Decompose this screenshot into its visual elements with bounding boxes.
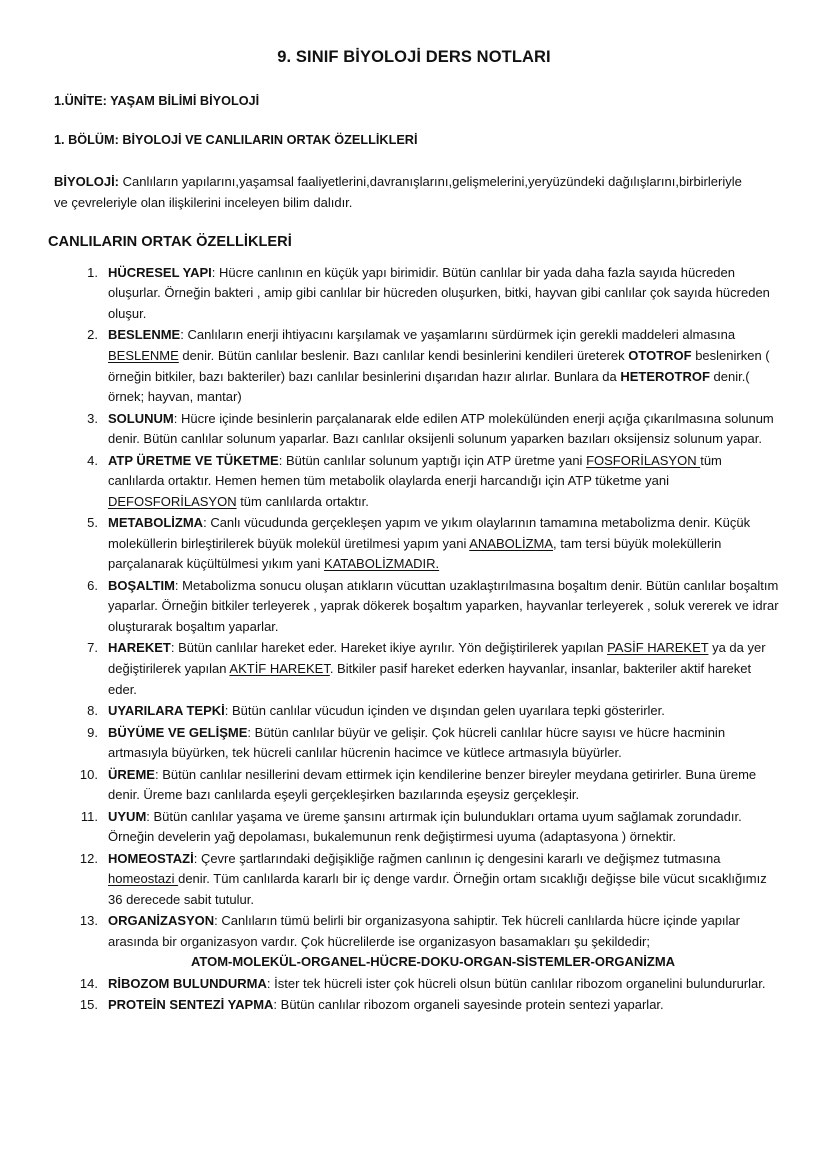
feature-term: ATP ÜRETME VE TÜKETME — [108, 452, 279, 468]
feature-body: İster tek hücreli ister çok hücreli olsun bütün canlılar ribozom organelini bulundururlar. — [274, 975, 766, 991]
feature-body: Canlı vücudunda gerçekleşen yapım ve yıkım olaylarının tamamına metabolizma denir. Küçük moleküllerin birleştirilerek büyük molekül üretilmesi yapım yani ANABOLİZMA, tam tersi büyük moleküllerin parçalanarak küçültülmesi yıkım yani KATABOLİZMADIR. — [108, 515, 751, 572]
feature-separator: : — [154, 766, 163, 782]
feature-body: Hücre içinde besinlerin parçalanarak elde edilen ATP molekülünden enerji açığa çıkarılmasına solunum denir. Bütün canlılar solunum yaparlar. Bazı canlılar oksijenli solunum yaparken bazıları oksijensiz solunum yapar. — [108, 410, 774, 447]
feature-term: HAREKET — [108, 640, 171, 656]
feature-term: HOMEOSTAZİ — [108, 850, 194, 866]
feature-term: UYUM — [108, 808, 147, 824]
feature-separator: : — [273, 997, 281, 1013]
common-features-list — [48, 263, 780, 1016]
list-item — [48, 974, 780, 995]
list-item — [48, 765, 780, 806]
section-heading: 1. BÖLÜM: BİYOLOJİ VE CANLILARIN ORTAK ÖZELLİKLERİ — [54, 132, 418, 147]
list-item — [48, 325, 780, 407]
bold-term: OTOTROF — [628, 348, 692, 363]
feature-term: HÜCRESEL YAPI — [108, 264, 212, 280]
list-item — [48, 638, 780, 700]
feature-separator: : — [146, 808, 154, 824]
feature-separator: : — [173, 410, 181, 426]
underlined-term: ANABOLİZMA — [469, 535, 554, 551]
common-features-heading: CANLILARIN ORTAK ÖZELLİKLERİ — [48, 233, 292, 250]
feature-separator: : — [193, 850, 201, 866]
list-item — [48, 576, 780, 638]
feature-body: Bütün canlılar vücudun içinden ve dışından gelen uyarılara tepki gösterirler. — [232, 703, 665, 719]
feature-body: Bütün canlılar ribozom organeli sayesinde protein sentezi yaparlar. — [280, 997, 664, 1013]
list-item — [48, 911, 780, 973]
feature-term: BOŞALTIM — [108, 577, 175, 593]
feature-separator: : — [278, 452, 286, 468]
feature-separator: : — [214, 913, 222, 929]
feature-body: Bütün canlılar büyür ve gelişir. Çok hücreli canlılar hücre sayısı ve hücre hacminin artmasıyla büyürken, tek hücreli canlılar hücrenin hacimce ve kütlece artmasıyla büyürler. — [108, 724, 726, 761]
feature-body: Hücre canlının en küçük yapı birimidir. Bütün canlılar bir yada daha fazla sayıda hücreden oluşurlar. Örneğin bakteri , amip gibi canlılar bir hücreden oluşurken, bitki, hayvan gibi canlılar çok sayıda hücreden oluşur. — [108, 264, 770, 321]
underlined-term: BESLENME — [108, 348, 179, 363]
feature-separator: : — [174, 577, 183, 593]
underlined-term: AKTİF HAREKET — [229, 660, 330, 676]
list-item — [48, 409, 780, 450]
feature-separator: : — [266, 975, 275, 991]
list-item — [48, 807, 780, 848]
feature-separator: : — [224, 703, 233, 719]
list-item — [48, 995, 780, 1016]
list-item — [48, 849, 780, 911]
feature-term: ÜREME — [108, 766, 155, 782]
bold-term: HETEROTROF — [620, 368, 710, 384]
feature-body: Metabolizma sonucu oluşan atıkların vücuttan uzaklaştırılmasına boşaltım denir. Bütün canlılar boşaltım yaparlar. Örneğin bitkiler terleyerek , yaprak dökerek boşaltım yaparken, hayvanlar terleyerek , soluk vererek ve idrar oluşturarak boşaltım yaparlar. — [108, 577, 779, 634]
feature-term: BESLENME — [108, 327, 181, 343]
feature-term: METABOLİZMA — [108, 515, 204, 531]
feature-separator: : — [203, 515, 211, 531]
feature-term: UYARILARA TEPKİ — [108, 703, 225, 719]
underlined-term: FOSFORİLASYON — [586, 452, 701, 468]
list-item — [48, 513, 780, 575]
underlined-term: DEFOSFORİLASYON — [108, 493, 237, 509]
feature-term: ORGANİZASYON — [108, 913, 215, 929]
feature-term: RİBOZOM BULUNDURMA — [108, 975, 267, 991]
feature-separator: : — [211, 264, 220, 280]
underlined-term: homeostazi — [108, 871, 179, 887]
feature-body: Bütün canlılar yaşama ve üreme şansını artırmak için bulundukları ortama uyum sağlamak zorundadır. Örneğin develerin yağ depolaması, bukalemunun renk değiştirmesi uyuma (adaptasyona ) örnektir. — [108, 808, 742, 845]
feature-body: Bütün canlılar hareket eder. Hareket ikiye ayrılır. Yön değiştirilerek yapılan PASİF HAREKET ya da yer değiştirilerek yapılan AKTİF HAREKET. Bitkiler pasif hareket ederken hayvanlar, insanlar, bakteriler aktif hareket eder. — [108, 640, 766, 697]
feature-separator: : — [180, 327, 188, 343]
feature-term: BÜYÜME VE GELİŞME — [108, 724, 248, 740]
feature-body: Bütün canlılar solunum yaptığı için ATP üretme yani FOSFORİLASYON tüm canlılarda ortaktır. Hemen hemen tüm metabolik olaylarda enerji harcandığı için ATP tüketme yani DEFOSFORİLASYON tüm canlılarda ortaktır. — [108, 452, 722, 509]
feature-term: PROTEİN SENTEZİ YAPMA — [108, 997, 274, 1013]
definition-term: BİYOLOJİ: — [54, 173, 120, 189]
feature-separator: : — [170, 640, 179, 656]
organization-chain: ATOM-MOLEKÜL-ORGANEL-HÜCRE-DOKU-ORGAN-SİSTEMLER-ORGANİZMA — [190, 954, 676, 970]
page-title: 9. SINIF BİYOLOJİ DERS NOTLARI — [277, 48, 551, 66]
feature-term: SOLUNUM — [108, 410, 174, 426]
underlined-term: KATABOLİZMADIR. — [324, 556, 440, 572]
list-item — [48, 263, 780, 325]
definition-text: Canlıların yapılarını,yaşamsal faaliyetlerini,davranışlarını,gelişmelerini,yeryüzündeki dağılışlarını,birbirleriyle ve çevreleriyle olan ilişkilerini inceleyen bilim dalıdır. — [54, 173, 742, 210]
feature-body: Canlıların enerji ihtiyacını karşılamak ve yaşamlarını sürdürmek için gerekli maddeleri almasına BESLENME denir. Bütün canlılar beslenir. Bazı canlılar kendi besinlerini kendileri üreterek OTOTROF beslenirken ( örneğin bitkiler, bazı bakteriler) bazı canlılar besinlerini dışarıdan hazır alırlar. Bunlara da HETEROTROF denir.( örnek; hayvan, mantar) — [108, 327, 770, 405]
underlined-term: PASİF HAREKET — [607, 640, 709, 656]
list-item — [48, 701, 780, 722]
feature-body: Bütün canlılar nesillerini devam ettirmek için kendilerine benzer bireyler meydana getirirler. Buna üreme denir. Üreme bazı canlılarda eşeyli gerçekleşirken bazılarında eşeysiz gerçekleşir. — [108, 766, 757, 803]
list-item — [48, 451, 780, 513]
biology-definition-paragraph — [54, 171, 754, 213]
feature-body: Canlıların tümü belirli bir organizasyona sahiptir. Tek hücreli canlılarda hücre içinde yapılar arasında bir organizasyon vardır. Çok hücrelilerde ise organizasyon basamakları şu şekildedir; — [108, 913, 740, 949]
list-item — [48, 723, 780, 764]
feature-body: Çevre şartlarındaki değişikliğe rağmen canlının iç dengesini kararlı ve değişmez tutmasına homeostazi denir. Tüm canlılarda kararlı bir iç denge vardır. Örneğin ortam sıcaklığı değişse bile vücut sıcaklığımız 36 derecede sabit tutulur. — [108, 850, 767, 907]
unit-heading: 1.ÜNİTE: YAŞAM BİLİMİ BİYOLOJİ — [54, 93, 260, 108]
feature-separator: : — [247, 724, 255, 740]
